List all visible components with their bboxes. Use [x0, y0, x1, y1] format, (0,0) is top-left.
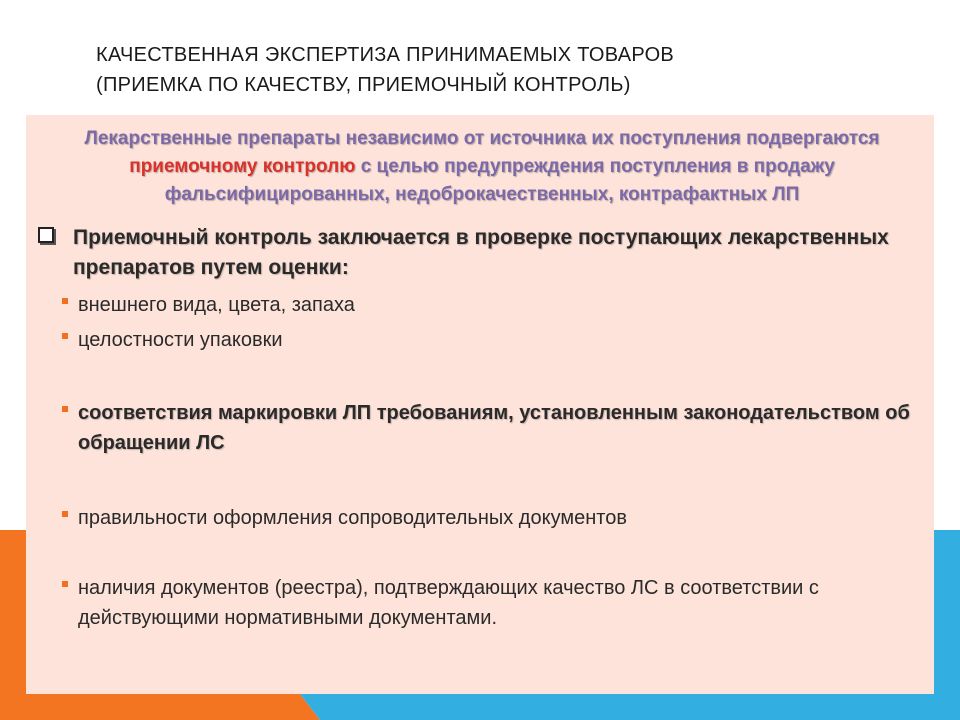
intro-text-part1: Лекарственные препараты независимо от источника их поступления подвергаются: [84, 128, 880, 149]
slide-title: [96, 40, 896, 100]
list-item-text: целостности упаковки: [78, 329, 283, 351]
list-item-text: наличия документов (реестра), подтверждающих качество ЛС в соответствии с действующими нормативными документами.: [78, 577, 819, 629]
content-panel: [26, 115, 934, 694]
list-item-text: правильности оформления сопроводительных документов: [78, 507, 627, 529]
intro-highlight: приемочному контролю: [129, 156, 356, 177]
list-item: [62, 573, 912, 633]
square-bullet-icon: [62, 581, 68, 587]
slide-title-line1: КАЧЕСТВЕННАЯ ЭКСПЕРТИЗА ПРИНИМАЕМЫХ ТОВАРОВ: [96, 44, 675, 66]
intro-text-part2: с целью предупреждения поступления в продажу фальсифицированных, недоброкачественных, контрафактных ЛП: [164, 156, 835, 205]
list-item: [62, 290, 912, 320]
list-item-text: внешнего вида, цвета, запаха: [78, 294, 355, 316]
list-item-text: соответствия маркировки ЛП требованиям, установленным законодательством об обращении ЛС: [78, 402, 910, 454]
list-item: [62, 398, 912, 458]
blue-stripe-bottom: [300, 694, 934, 720]
main-bullet-text: Приемочный контроль заключается в проверке поступающих лекарственных препаратов путем оценки:: [73, 226, 889, 279]
checkbox-bullet-icon: [38, 227, 54, 243]
square-bullet-icon: [62, 298, 68, 304]
main-bullet: [38, 223, 898, 283]
orange-stripe-left: [0, 530, 26, 720]
list-item: [62, 503, 912, 533]
square-bullet-icon: [62, 406, 68, 412]
blue-stripe-right: [934, 530, 960, 720]
square-bullet-icon: [62, 511, 68, 517]
orange-stripe-bottom: [26, 694, 320, 720]
list-item: [62, 325, 912, 355]
intro-paragraph: [42, 125, 922, 209]
square-bullet-icon: [62, 333, 68, 339]
slide-title-line2: (ПРИЕМКА ПО КАЧЕСТВУ, ПРИЕМОЧНЫЙ КОНТРОЛЬ): [96, 74, 631, 96]
